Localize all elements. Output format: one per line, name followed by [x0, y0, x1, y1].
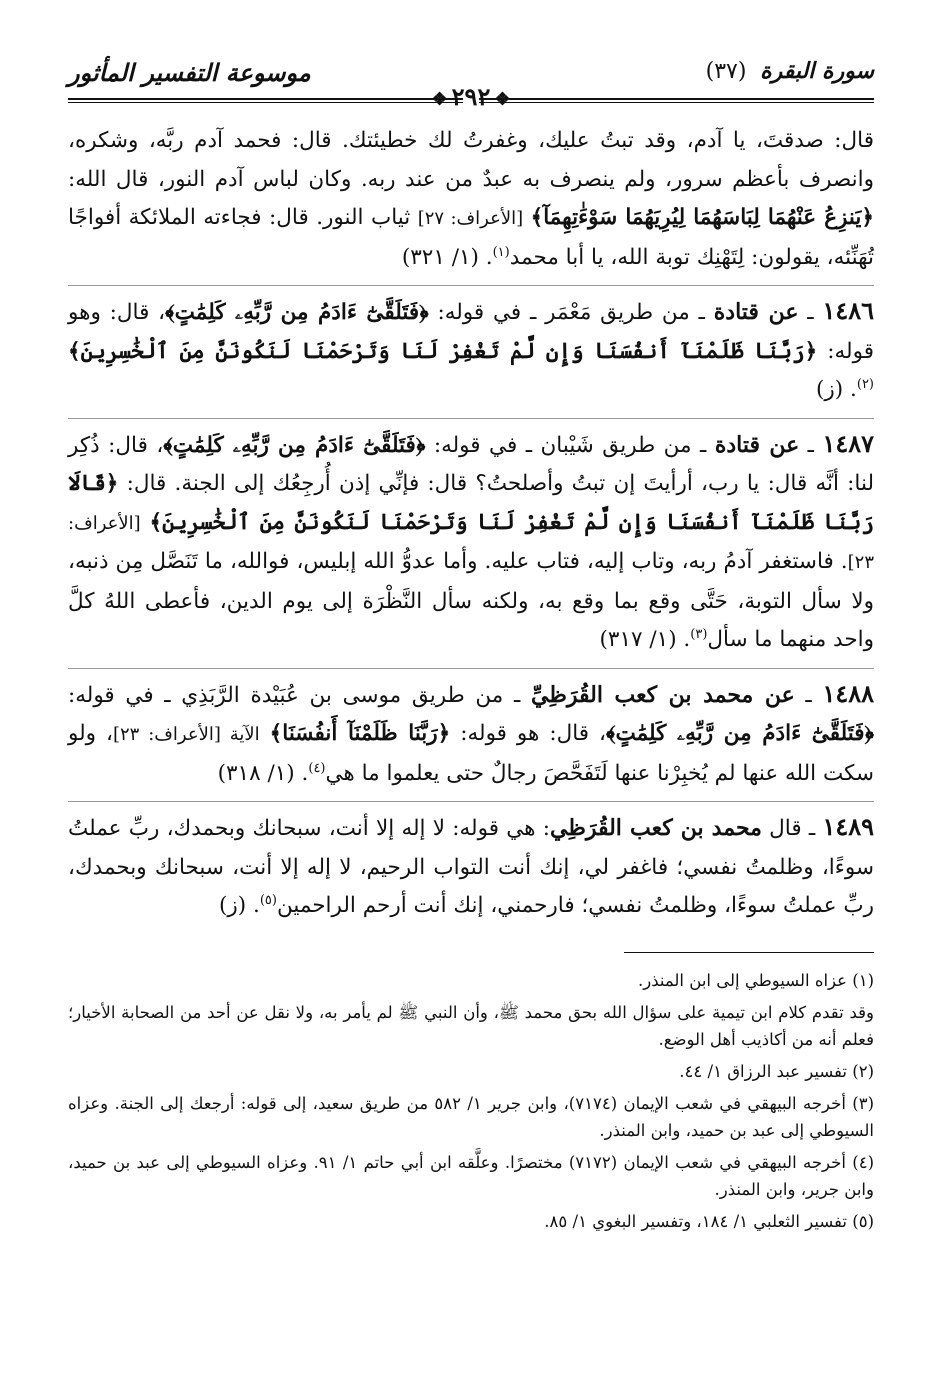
footnote-mark[interactable]: (٤) — [308, 760, 326, 776]
surah-number: (٣٧) — [705, 59, 747, 84]
verse-reference: الآية [الأعراف: ٢٣] — [112, 724, 260, 745]
source-grade: . (١/ ٣١٨) — [217, 760, 309, 786]
header-rule-right — [479, 98, 874, 103]
main-text — [68, 122, 874, 926]
quran-verse: ﴿رَبَّنَا ظَلَمْنَآ أَنفُسَنَا﴾ — [269, 721, 451, 746]
header-rule-left — [68, 98, 463, 103]
narration-number: ١٤٨٦ — [822, 296, 874, 325]
footnote-2: (٢) تفسير عبد الرزاق ١/ ٤٤. — [679, 1061, 874, 1081]
narration-text: . فاستغفر آدمُ ربه، وتاب إليه، فتاب عليه. وأما عدوُّ الله إبليس، فوالله، ما تَنَصَّل مِن ذنبه، ولا سأل التوبة، حَتَّى وقع بما وقع به، ولكنه سأل النَّظْرَة إلى يوم الدين، فأعطى اللهُ كلَّ واحد منهما ما سأل — [68, 549, 874, 652]
source-grade: . (١/ ٣١٧) — [599, 627, 691, 652]
footnote-3: (٣) أخرجه البيهقي في شعب الإيمان (٧١٧٤)، وابن جرير ١/ ٥٨٢ من طريق سعيد، إلى قوله: أرجعك إلى الجنة. وعزاه السيوطي إلى عبد بن حميد، وابن المنذر. — [68, 1093, 874, 1140]
intro-paragraph — [68, 122, 874, 277]
footnotes — [68, 967, 874, 1235]
narration-text: قال — [761, 816, 802, 841]
page-number-value: ٢٩٢ — [451, 82, 491, 111]
intro-text: ثياب النور. قال: فجاءته الملائكة أفواجًا تُهَنِّئه، يقولون: لِتَهْنِك توبة الله، يا أبا محمد — [68, 205, 874, 270]
quran-verse: ﴿رَبَّنَا ظَلَمْنَآ أَنفُسَنَا وَإِن لَّمْ تَغْفِرْ لَنَا وَتَرْحَمْنَا لَنَكُونَنَّ مِنَ ٱلْخَٰسِرِينَ﴾ — [68, 338, 818, 364]
narration-text: ـ من طريق مَعْمَر ـ في قوله: — [428, 300, 714, 325]
narration-text: ، قال: وهو قوله: — [68, 300, 874, 364]
book-title: موسوعة التفسير المأثور — [68, 58, 311, 87]
narration-number: ١٤٨٩ — [822, 812, 874, 841]
footnote-5: (٥) تفسير الثعلبي ١/ ١٨٤، وتفسير البغوي ١/ ٨٥. — [544, 1211, 874, 1231]
quran-verse: ﴿فَتَلَقَّىٰٓ ءَادَمُ مِن رَّبِّهِۦ كَلِمَٰتٍ﴾ — [165, 300, 429, 325]
quran-verse: ﴿يَنزِعُ عَنْهُمَا لِبَاسَهُمَا لِيُرِيَهُمَا سَوْءَٰتِهِمَآ﴾ — [530, 205, 874, 230]
narration-text: ، قال: هو قوله: — [450, 721, 606, 746]
footnote-separator — [624, 952, 874, 953]
surah-title — [706, 58, 874, 84]
narrator-name: عن قتادة — [714, 431, 800, 458]
narration-text: ـ من طريق موسى بن عُبَيْدة الرَّبَذِي ـ في قوله: — [68, 682, 532, 708]
dash: ـ — [801, 816, 823, 841]
running-header — [68, 52, 874, 111]
narrator-name: عن قتادة — [713, 299, 799, 325]
narration-1487 — [68, 418, 874, 660]
narration-1488 — [68, 668, 874, 794]
narration-text: : هي قوله: لا إله إلا أنت، سبحانك وبحمدك، ربِّ عملتُ سوءًا، وظلمتُ نفسي؛ فاغفر لي، إنك أنت التواب الرحيم، لا إله إلا أنت، سبحانك وبحمدك، ربِّ عملتُ سوءًا، وظلمتُ نفسي؛ فارحمني، إنك أنت أرحم الراحمين — [68, 816, 874, 918]
surah-name: سورة البقرة — [760, 58, 874, 84]
page-number — [428, 82, 515, 111]
dash: ـ — [798, 300, 823, 325]
narration-text: ، ولو سكت الله عنها لم يُخبِرْنا عنها لَتَفَحَّصَ رجالٌ حتى يعلموا ما هي — [68, 721, 874, 786]
book-page — [68, 52, 874, 1360]
verse-reference: [الأعراف: ٢٣] — [68, 512, 874, 573]
footnote-4: (٤) أخرجه البيهقي في شعب الإيمان (٧١٧٢) مختصرًا. وعلَّقه ابن أبي حاتم ١/ ٩١. وعزاه السيوطي إلى عبد بن حميد، وابن جرير، وابن المنذر. — [68, 1152, 874, 1199]
footnote-mark[interactable]: (٥) — [259, 892, 277, 908]
ornament-icon: ❖ — [431, 89, 448, 110]
dash: ـ — [799, 432, 823, 458]
narration-text: ، قال: ذُكِر لنا: أنَّه قال: يا رب، أرأيتَ إن تبتُ وأصلحتُ؟ قال: فإنِّي إذن أُرجِعُك إلى الجنة. قال: — [68, 432, 874, 496]
intro-text: قال: صدقتَ، يا آدم، وقد تبتُ عليك، وغفرتُ لك خطيئتك. قال: فحمد آدم ربَّه، وشكره، وانصرف بأعظم سرور، ولم ينصرف به عبدٌ من عند ربه. وكان لباس آدم النور، قال الله: — [68, 128, 874, 192]
source-grade: . (ز) — [816, 377, 857, 402]
narration-1489 — [68, 801, 874, 926]
narrator-name: عن محمد بن كعب القُرَظِيِّ — [531, 681, 795, 708]
footnote-1: (١) عزاه السيوطي إلى ابن المنذر. — [638, 970, 874, 990]
source-grade: . (١/ ٣٢١) — [401, 244, 493, 270]
quran-verse: ﴿فَتَلَقَّىٰٓ ءَادَمُ مِن رَّبِّهِۦ كَلِمَٰتٍ﴾ — [163, 432, 426, 458]
footnote-mark[interactable]: (٣) — [690, 626, 708, 642]
narrator-name: محمد بن كعب القُرَظِي — [549, 815, 762, 841]
verse-reference: [الأعراف: ٢٧] — [417, 208, 524, 229]
ornament-icon: ❖ — [494, 89, 511, 110]
quran-verse: ﴿فَتَلَقَّىٰٓ ءَادَمُ مِن رَّبِّهِۦ كَلِمَٰتٍ﴾ — [605, 721, 875, 746]
narration-number: ١٤٨٨ — [822, 678, 874, 708]
narration-text: ـ من طريق شَيْبان ـ في قوله: — [425, 432, 715, 458]
footnote-mark[interactable]: (٢) — [856, 376, 874, 392]
footnote-1-note: وقد تقدم كلام ابن تيمية على سؤال الله بحق محمد ﷺ، وأن النبي ﷺ لم يأمر به، ولا نقل عن أحد من الصحابة الأخيار؛ فعلم أنه من أكاذيب أهل الوضع. — [68, 1002, 874, 1049]
narration-1486 — [68, 285, 874, 410]
source-grade: . (ز) — [219, 893, 260, 918]
dash: ـ — [794, 682, 823, 708]
footnote-mark[interactable]: (١) — [492, 244, 510, 260]
quran-verse: ﴿قَالَا رَبَّنَا ظَلَمْنَآ أَنفُسَنَا وَإِن لَّمْ تَغْفِرْ لَنَا وَتَرْحَمْنَا لَنَكُونَنَّ مِنَ ٱلْخَٰسِرِينَ﴾ — [68, 471, 874, 535]
narration-number: ١٤٨٧ — [822, 428, 875, 458]
